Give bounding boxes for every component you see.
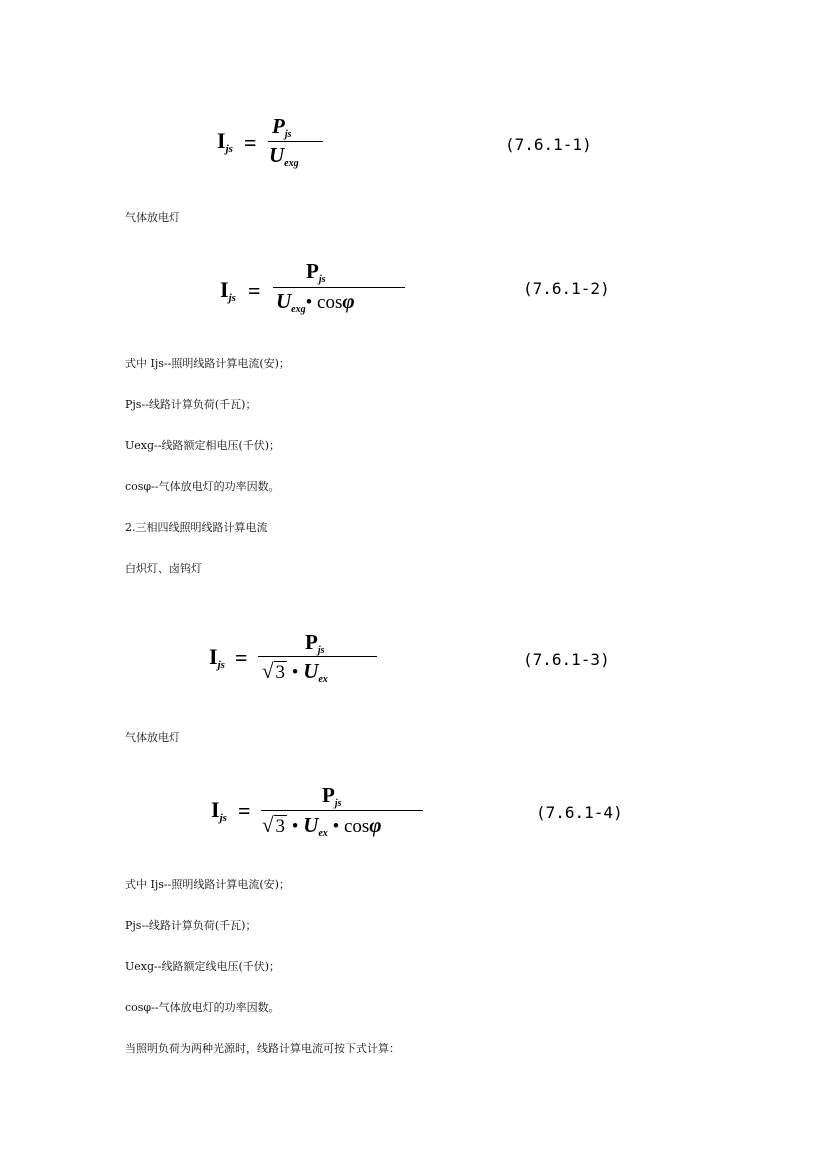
radicand: 3 <box>275 816 286 837</box>
radicand: 3 <box>275 662 286 683</box>
cos-text: • cos <box>327 816 370 837</box>
fraction-bar <box>268 141 323 142</box>
equation-denominator <box>262 659 328 685</box>
subscript: js <box>284 129 292 140</box>
fraction-bar <box>273 287 405 288</box>
equals-sign: = <box>235 645 248 670</box>
paragraph: 2.三相四线照明线路计算电流 <box>125 521 268 534</box>
subscript: exg <box>291 304 306 315</box>
equation-lhs <box>220 277 236 304</box>
symbol-phi: φ <box>369 813 382 837</box>
equation-number: (7.6.1-4) <box>536 803 623 822</box>
symbol-P: P <box>305 630 318 654</box>
symbol-I: I <box>209 644 218 669</box>
symbol-U: U <box>303 659 319 683</box>
subscript: js <box>317 645 325 656</box>
fraction-bar <box>261 810 423 811</box>
subscript: js <box>228 292 236 304</box>
symbol-I: I <box>211 797 220 822</box>
subscript: js <box>225 143 233 155</box>
sqrt-symbol: √ 3 <box>262 813 286 837</box>
paragraph: cosφ--气体放电灯的功率因数。 <box>125 1001 280 1014</box>
symbol-I: I <box>220 277 229 302</box>
equation-numerator <box>306 259 326 285</box>
dot-operator: • <box>287 816 304 837</box>
symbol-I: I <box>217 128 226 153</box>
paragraph: 白炽灯、卤钨灯 <box>125 562 202 575</box>
equation-denominator <box>262 813 382 839</box>
symbol-P: P <box>322 783 335 807</box>
symbol-U: U <box>269 143 285 167</box>
subscript: js <box>334 798 342 809</box>
equation-numerator <box>305 630 325 656</box>
subscript: ex <box>318 674 328 685</box>
equation-lhs <box>211 797 227 824</box>
equation-number: (7.6.1-2) <box>523 279 610 298</box>
equation-lhs <box>217 128 233 155</box>
dot-operator: • <box>287 662 304 683</box>
paragraph: 气体放电灯 <box>125 211 180 224</box>
equals-sign: = <box>248 278 261 303</box>
paragraph: 气体放电灯 <box>125 731 180 744</box>
equation-denominator <box>276 289 355 315</box>
symbol-P: P <box>306 259 319 283</box>
subscript: js <box>219 812 227 824</box>
subscript: ex <box>318 828 328 839</box>
equation-lhs <box>209 644 225 671</box>
fraction-bar <box>258 656 377 657</box>
paragraph: 式中 Ijs--照明线路计算电流(安)； <box>125 878 290 891</box>
cos-text: • cos <box>305 292 343 313</box>
symbol-U: U <box>276 289 292 313</box>
paragraph: 式中 Ijs--照明线路计算电流(安)； <box>125 357 290 370</box>
paragraph: Uexg--线路额定线电压(千伏)； <box>125 960 281 973</box>
equation-numerator <box>272 114 292 140</box>
subscript: js <box>318 274 326 285</box>
sqrt-symbol: √ 3 <box>262 659 286 683</box>
paragraph: Uexg--线路额定相电压(千伏)； <box>125 439 281 452</box>
subscript: js <box>217 659 225 671</box>
equals-sign: = <box>244 130 257 155</box>
equation-number: (7.6.1-3) <box>523 650 610 669</box>
symbol-P: P <box>272 114 285 138</box>
paragraph: Pjs--线路计算负荷(千瓦)； <box>125 919 257 932</box>
equation-number: (7.6.1-1) <box>505 135 592 154</box>
subscript: exg <box>284 158 299 169</box>
equation-denominator <box>269 143 299 169</box>
paragraph: 当照明负荷为两种光源时，线路计算电流可按下式计算： <box>125 1042 400 1055</box>
equals-sign: = <box>238 798 251 823</box>
paragraph: cosφ--气体放电灯的功率因数。 <box>125 480 280 493</box>
symbol-U: U <box>303 813 319 837</box>
paragraph: Pjs--线路计算负荷(千瓦)； <box>125 398 257 411</box>
equation-numerator <box>322 783 342 809</box>
symbol-phi: φ <box>342 289 355 313</box>
